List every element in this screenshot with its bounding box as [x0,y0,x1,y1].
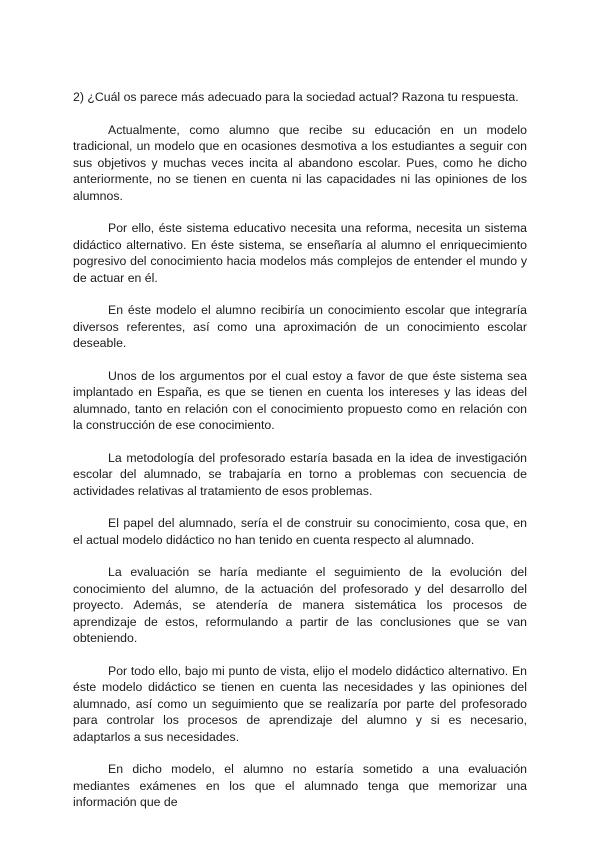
paragraph-9: En dicho modelo, el alumno no estaría sometido a una evaluación mediantes exámenes en los que el alumnado tenga que memorizar una información que de [73,762,527,809]
paragraph-3: En éste modelo el alumno recibiría un conocimiento escolar que integraría diversos referentes, así como una aproximación de un conocimiento escolar deseable. [73,303,527,350]
question-heading: 2) ¿Cuál os parece más adecuado para la sociedad actual? Razona tu respuesta. [73,90,519,104]
paragraph-5: La metodología del profesorado estaría basada en la idea de investigación escolar del alumnado, se trabajaría en torno a problemas con secuencia de actividades relativas al tratamiento de esos problemas. [73,450,527,498]
paragraph-4: Unos de los argumentos por el cual estoy a favor de que éste sistema sea implantado en España, es que se tienen en cuenta los intereses y las ideas del alumnado, tanto en relación con el conocimiento propuesto como en relación con la construcción de ese conocimiento. [73,368,527,432]
paragraph-2: Por ello, éste sistema educativo necesita una reforma, necesita un sistema didáctico alternativo. En éste sistema, se enseñaría al alumno el enriquecimiento pogresivo del conocimiento hacia modelos más complejos de entender el mundo y de actuar en él. [73,221,527,285]
paragraph-1: Actualmente, como alumno que recibe su educación en un modelo tradicional, un modelo que en ocasiones desmotiva a los estudiantes a seguir con sus objetivos y muchas veces incita al abandono escolar. Pues, como he dicho anteriormente, no se tienen en cuenta ni las capacidades ni las opiniones de los alumnos. [73,122,527,203]
paragraph-7: La evaluación se haría mediante el seguimiento de la evolución del conocimiento del alumno, de la actuación del profesorado y del desarrollo del proyecto. Además, se atendería de manera sistemática los procesos de aprendizaje de estos, reformulando a partir de las conclusiones que se van obteniendo. [73,565,527,645]
paragraph-8: Por todo ello, bajo mi punto de vista, elijo el modelo didáctico alternativo. En éste modelo didáctico se tienen en cuenta las necesidades y las opiniones del alumnado, así como un seguimiento que se realizaría por parte del profesorado para controlar los procesos de aprendizaje del alumno y si es necesario, adaptarlos a sus necesidades. [73,663,527,744]
paragraph-6: El papel del alumnado, sería el de construir su conocimiento, cosa que, en el actual modelo didáctico no han tenido en cuenta respecto al alumnado. [73,516,527,547]
